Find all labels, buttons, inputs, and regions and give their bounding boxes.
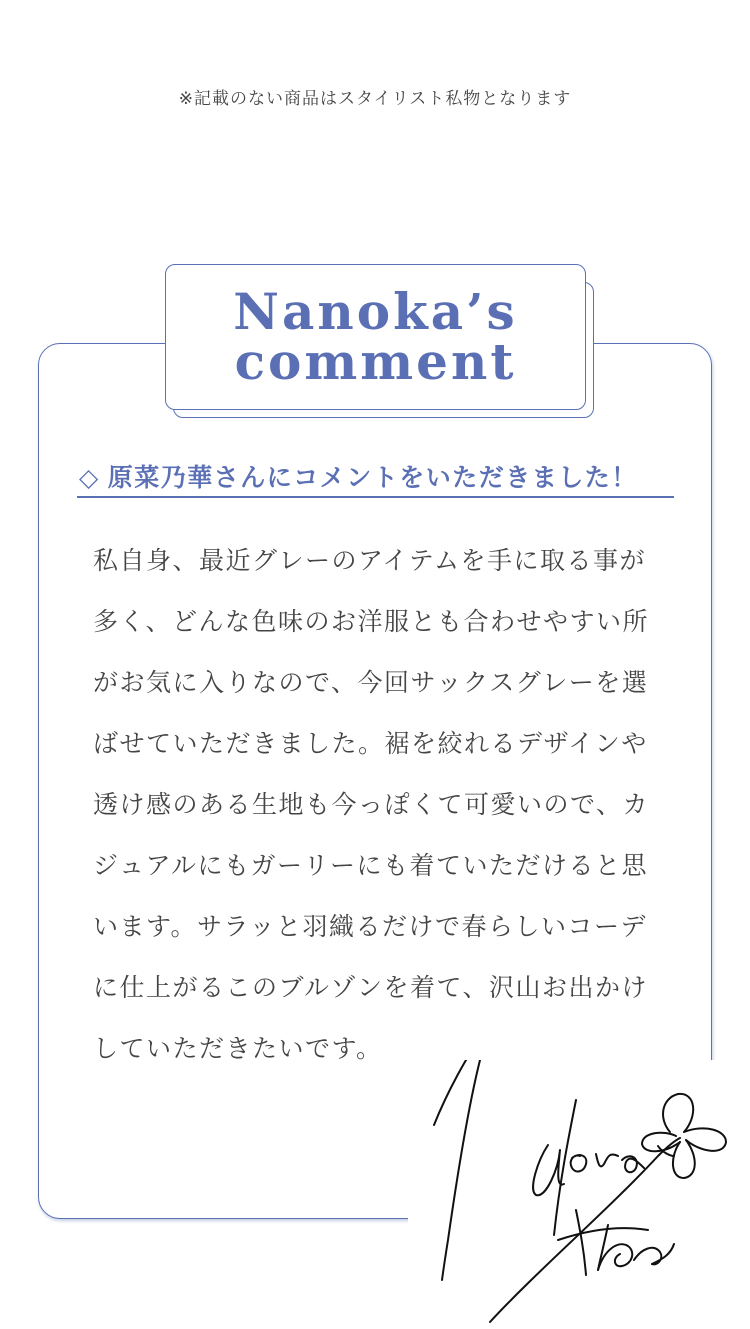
subheading-text: 原菜乃華さんにコメントをいただきました！ — [107, 463, 638, 492]
disclaimer-note: ※記載のない商品はスタイリスト私物となります — [178, 89, 572, 109]
comment-title-line1: Nanoka’s — [233, 282, 518, 341]
comment-body-line: 透け感のある生地も今っぽくて可愛いので、カ — [93, 790, 650, 819]
comment-body-line: ばせていただきました。裾を絞れるデザインや — [93, 729, 648, 758]
comment-body-line: に仕上がるこのブルゾンを着て、沢山お出かけ — [93, 973, 649, 1002]
comment-body-line: していただきたいです。 — [93, 1034, 383, 1063]
comment-body-line: がお気に入りなので、今回サックスグレーを選 — [93, 668, 649, 697]
comment-title-box — [165, 264, 586, 410]
comment-body-line: 私自身、最近グレーのアイテムを手に取る事が — [93, 546, 647, 575]
diamond-icon: ◇ — [79, 463, 100, 492]
comment-body-line: 多く、どんな色味のお洋服とも合わせやすい所 — [93, 607, 650, 636]
comment-body-line: ジュアルにもガーリーにも着ていただけると思 — [93, 851, 649, 880]
comment-body-line: います。サラッと羽織るだけで春らしいコーデ — [93, 912, 648, 941]
signature-icon — [408, 1060, 750, 1325]
comment-body — [93, 530, 673, 1079]
comment-title-line2: comment — [234, 332, 517, 391]
comment-subheading — [77, 458, 674, 498]
